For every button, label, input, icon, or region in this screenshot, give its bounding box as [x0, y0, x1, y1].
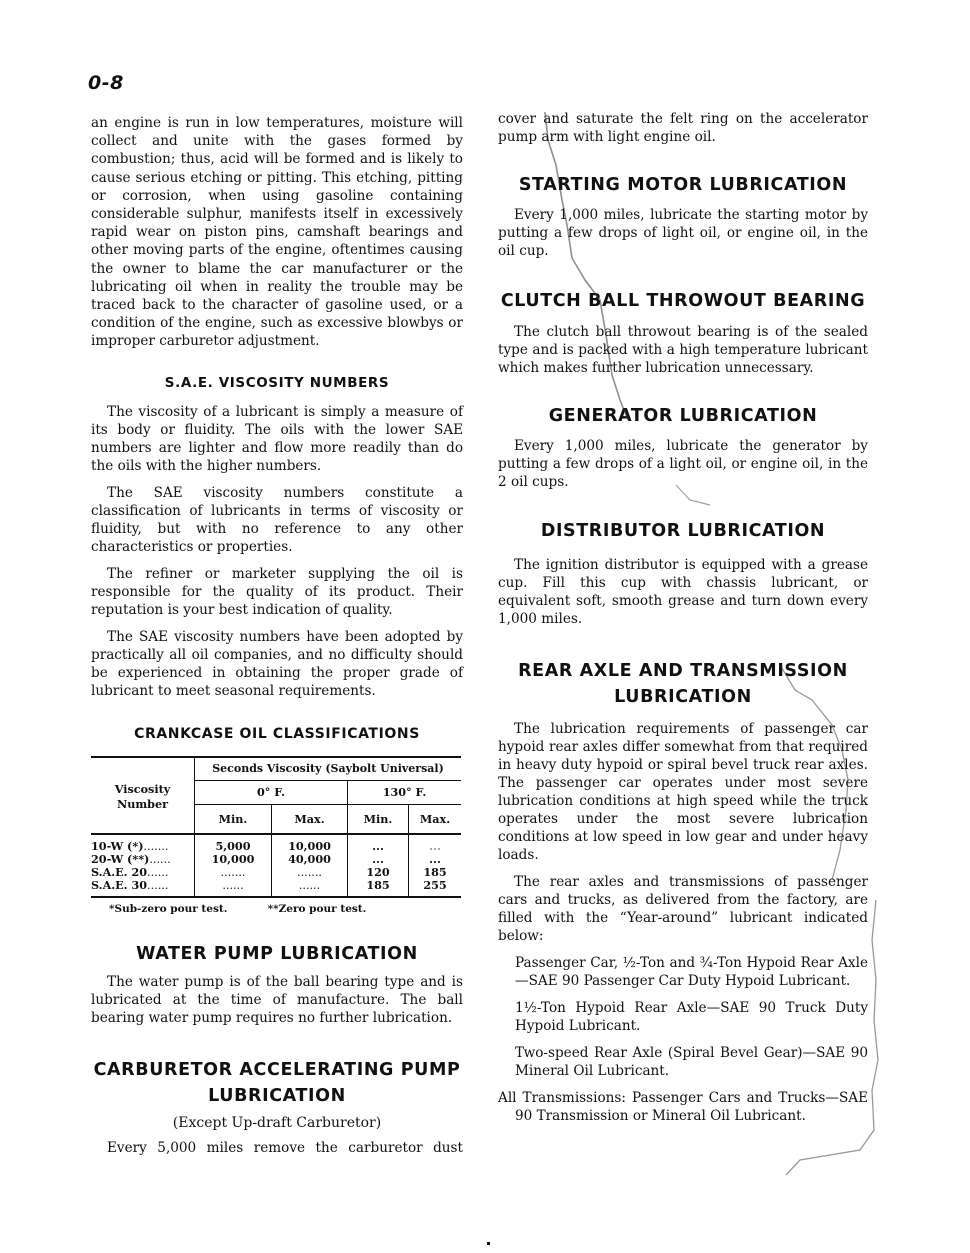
transmissions-item: All Transmissions: Passenger Cars and Trucks—SAE 90 Transmission or Mineral Oil Lubricant. — [498, 1090, 868, 1124]
starting-motor-heading: STARTING MOTOR LUBRICATION — [518, 175, 848, 195]
page-number: 0-8 — [88, 72, 124, 94]
max-0f-cell: ...... — [272, 879, 348, 897]
distributor-paragraph: The ignition distributor is equipped with a grease cup. Fill this cup with chassis lubricant, or equivalent soft, smooth grease and turn down every 1,000 miles. — [498, 557, 868, 627]
min-130f-cell: 185 — [348, 879, 409, 897]
max-130f-cell: ... — [429, 838, 441, 853]
leader-dots: ...... — [149, 852, 171, 866]
sae-paragraph-1: The viscosity of a lubricant is simply a measure of its body or fluidity. The oils with the lower SAE numbers are lighter and flow more readily than do the oils with the higher numbers. — [91, 403, 463, 474]
rear-axle-paragraph-1: The lubrication requirements of passenger car hypoid rear axles differ somewhat from that required in heavy duty hypoid or spiral bevel truck rear axles. The passenger car operates under most severe lubrication conditions at high speed while the truck operates under the most severe lubrication conditions at low speed in low gear and under heavy loads. — [498, 721, 868, 863]
min-0f-cell: 5,000 — [195, 834, 272, 853]
sae-paragraph-4: The SAE viscosity numbers have been adopted by practically all oil companies, and no difficulty should be experienced in obtaining the proper grade of lubricant to meet seasonal requirements. — [91, 628, 463, 699]
lubricant-item-1: Passenger Car, ½-Ton and ¾-Ton Hypoid Rear Axle—SAE 90 Passenger Car Duty Hypoid Lubricant. — [515, 955, 868, 989]
max-0f-cell: 40,000 — [272, 853, 348, 866]
intro-paragraph: an engine is run in low temperatures, moisture will collect and unite with the gases formed by combustion; thus, acid will be formed and is likely to cause serious etching or pitting. This etching, pitting or corrosion, when using gasoline containing considerable sulphur, manifests itself in excessively rapid wear on piston pins, camshaft bearings and other moving parts of the engine, oftentimes causing the owner to blame the car manufacturer or the lubricating oil when in reality the trouble may be traced back to the character of gasoline used, or a condition of the engine, such as excessive blowbys or improper carburetor adjustment. — [91, 115, 463, 350]
table-row — [91, 834, 461, 853]
max-130f-cell: ... — [429, 851, 441, 866]
carburetor-heading-line1: CARBURETOR ACCELERATING PUMP — [93, 1059, 461, 1080]
clutch-paragraph: The clutch ball throwout bearing is of the sealed type and is packed with a high temperature lubricant which makes further lubrication unnecessary. — [498, 324, 868, 376]
min-130f-cell: ... — [348, 853, 409, 866]
row-label: S.A.E. 20 — [91, 864, 148, 879]
crankcase-oil-table — [91, 756, 461, 898]
sae-viscosity-heading: S.A.E. VISCOSITY NUMBERS — [164, 374, 390, 391]
max-130f-cell: 255 — [409, 879, 462, 897]
rear-axle-heading-line1: REAR AXLE AND TRANSMISSION — [518, 661, 848, 681]
water-pump-heading: WATER PUMP LUBRICATION — [136, 943, 418, 964]
right-column — [498, 110, 868, 1125]
carburetor-heading-line2: LUBRICATION — [208, 1085, 346, 1106]
crankcase-heading: CRANKCASE OIL CLASSIFICATIONS — [134, 725, 420, 742]
rear-axle-paragraph-2: The rear axles and transmissions of passenger cars and trucks, as delivered from the factory, are filled with the “Year-around” lubricant indicated below: — [498, 874, 868, 944]
min-0f-cell: ...... — [195, 879, 272, 897]
min-0f-cell: ....... — [195, 866, 272, 879]
max-0f-cell: ....... — [272, 866, 348, 879]
max-130f-cell: 185 — [423, 864, 447, 879]
starting-motor-paragraph: Every 1,000 miles, lubricate the starting motor by putting a few drops of light oil, or engine oil, in the oil cup. — [498, 207, 868, 259]
carburetor-subheading: (Except Up-draft Carburetor) — [172, 1114, 382, 1131]
min-130f-cell: 120 — [348, 866, 409, 879]
row-label: S.A.E. 30 — [91, 877, 148, 892]
footnote-zero: **Zero pour test. — [267, 902, 367, 915]
temp-0f-header: 0° F. — [195, 780, 348, 804]
min-130f-header: Min. — [348, 804, 409, 834]
max-0f-cell: 10,000 — [272, 834, 348, 853]
table-row — [91, 879, 461, 897]
carburetor-paragraph-continued: cover and saturate the felt ring on the accelerator pump arm with light engine oil. — [498, 111, 868, 145]
viscosity-number-header: Viscosity Number — [91, 757, 195, 834]
max-130f-header: Max. — [409, 804, 462, 834]
leader-dots: ...... — [147, 865, 169, 879]
lubricant-item-3: Two-speed Rear Axle (Spiral Bevel Gear)—SAE 90 Mineral Oil Lubricant. — [515, 1045, 868, 1079]
max-0f-header: Max. — [272, 804, 348, 834]
leader-dots: ...... — [147, 878, 169, 892]
leader-dots: ....... — [143, 839, 169, 853]
generator-paragraph: Every 1,000 miles, lubricate the generator by putting a few drops of a light oil, or engine oil, in the 2 oil cups. — [498, 438, 868, 490]
distributor-heading: DISTRIBUTOR LUBRICATION — [540, 521, 826, 541]
min-130f-cell: ... — [348, 834, 409, 853]
min-0f-cell: 10,000 — [195, 853, 272, 866]
generator-heading: GENERATOR LUBRICATION — [548, 406, 818, 426]
row-label: 20-W (**) — [91, 851, 150, 866]
temp-130f-header: 130° F. — [348, 780, 462, 804]
min-0f-header: Min. — [195, 804, 272, 834]
clutch-heading: CLUTCH BALL THROWOUT BEARING — [500, 291, 866, 311]
sae-paragraph-3: The refiner or marketer supplying the oil is responsible for the quality of its product. Their reputation is your best indication of quality. — [91, 565, 463, 618]
footnote-sub-zero: *Sub-zero pour test. — [109, 902, 228, 915]
left-column — [91, 114, 463, 1157]
rear-axle-heading-line2: LUBRICATION — [614, 687, 752, 707]
carburetor-paragraph-start: Every 5,000 miles remove the carburetor dust — [107, 1139, 463, 1156]
seconds-viscosity-header: Seconds Viscosity (Saybolt Universal) — [195, 757, 462, 781]
table-footnotes — [91, 903, 463, 915]
row-label: 10-W (*) — [91, 838, 144, 853]
water-pump-paragraph: The water pump is of the ball bearing type and is lubricated at the time of manufacture. The ball bearing water pump requires no further lubrication. — [91, 973, 463, 1026]
sae-paragraph-2: The SAE viscosity numbers constitute a classification of lubricants in terms of viscosity or fluidity, but with no reference to any other characteristics or properties. — [91, 484, 463, 555]
lubricant-item-2: 1½-Ton Hypoid Rear Axle—SAE 90 Truck Duty Hypoid Lubricant. — [515, 1000, 868, 1034]
